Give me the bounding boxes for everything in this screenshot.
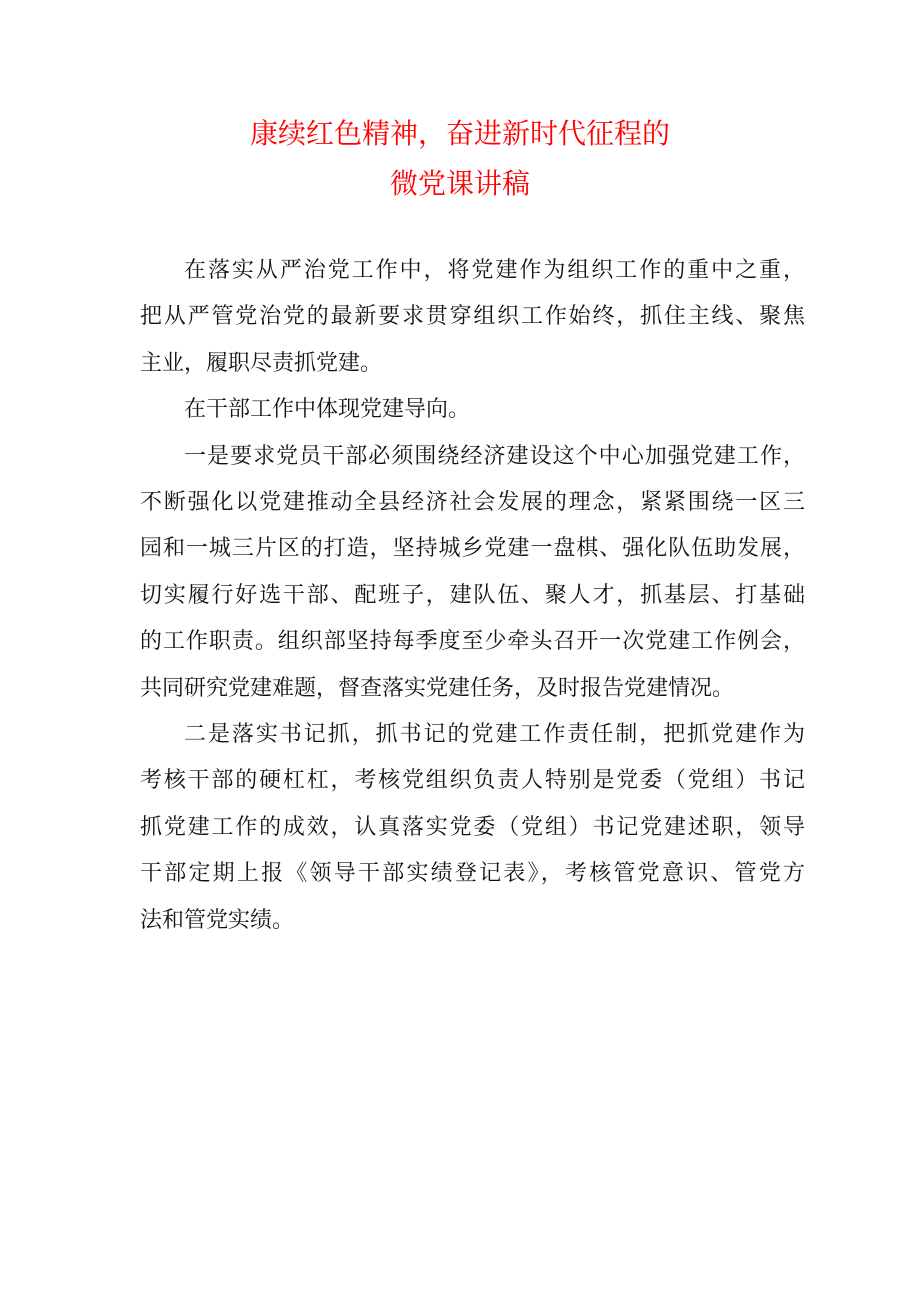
paragraph-1 <box>140 248 805 387</box>
paragraph-line: 抓党建工作的成效，认真落实党委（党组）书记党建述职，领导 <box>140 814 805 840</box>
paragraph-line: 法和管党实绩。 <box>140 907 295 933</box>
paragraph-line: 的工作职责。组织部坚持每季度至少牵头召开一次党建工作例会， <box>140 629 805 655</box>
paragraph-line: 干部定期上报《领导干部实绩登记表》，考核管党意识、管党方 <box>140 861 805 887</box>
paragraph-line: 共同研究党建难题，督查落实党建任务，及时报告党建情况。 <box>140 675 735 701</box>
paragraph-line: 不断强化以党建推动全县经济社会发展的理念，紧紧围绕一区三 <box>140 490 805 516</box>
paragraph-line: 二是落实书记抓，抓书记的党建工作责任制，把抓党建作为 <box>184 722 805 748</box>
document-title-line-2: 微党课讲稿 <box>389 167 530 200</box>
paragraph-line: 主业，履职尽责抓党建。 <box>140 350 383 376</box>
paragraph-3 <box>140 434 805 712</box>
paragraph-line: 一是要求党员干部必须围绕经济建设这个中心加强党建工作， <box>184 443 805 469</box>
document-body <box>140 248 805 944</box>
paragraph-2 <box>140 387 805 433</box>
paragraph-line: 在落实从严治党工作中，将党建作为组织工作的重中之重， <box>184 258 805 283</box>
paragraph-line: 考核干部的硬杠杠，考核党组织负责人特别是党委（党组）书记 <box>140 768 805 794</box>
paragraph-4 <box>140 712 805 944</box>
paragraph-line: 把从严管党治党的最新要求贯穿组织工作始终，抓住主线、聚焦 <box>140 304 805 330</box>
paragraph-line: 切实履行好选干部、配班子，建队伍、聚人才，抓基层、打基础 <box>140 582 805 608</box>
paragraph-line: 园和一城三片区的打造，坚持城乡党建一盘棋、强化队伍助发展， <box>140 536 805 562</box>
paragraph-line: 在干部工作中体现党建导向。 <box>184 397 471 423</box>
document-title-line-1: 康续红色精神，奋进新时代征程的 <box>249 117 670 150</box>
